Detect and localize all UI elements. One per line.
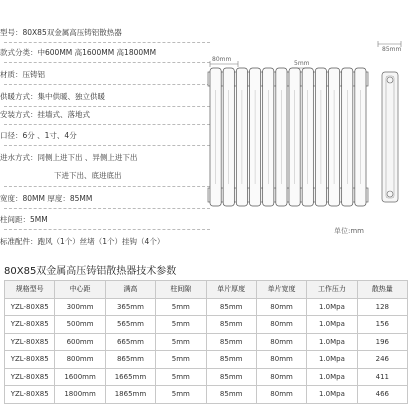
table-title: 80X85双金属高压铸铝散热器技术参数 [4,266,177,277]
table-cell: 80mm [256,316,306,334]
gap-label: 5mm [294,60,310,67]
table-header-row [5,281,408,299]
table-cell: 5mm [156,368,206,386]
table-row [5,316,408,334]
table-cell: 365mm [105,298,155,316]
column-header: 工作压力 [307,281,357,299]
table-row [5,333,408,351]
table-cell: 85mm [206,368,256,386]
spec-accessories: 标准配件：跑风（1个）丝堵（1个）挂钩（4个） [0,237,165,246]
spec-inlet: 进水方式：同侧上进下出 、异侧上进下出 [0,153,138,162]
table-cell: 1600mm [55,368,105,386]
divider [4,42,210,43]
table-cell: 85mm [206,316,256,334]
table-cell: 1865mm [105,386,155,404]
table-cell: 411 [357,368,407,386]
spec-dimensions: 宽度：80MM 厚度：85MM [0,194,93,203]
spec-model: 型号：80X85双金属高压铸铝散热器 [0,28,122,37]
divider [4,84,210,85]
spec-caliber: 口径：6分 、1寸、4分 [0,131,77,140]
table-cell: 5mm [156,351,206,369]
divider [4,106,210,107]
table-cell: 80mm [256,298,306,316]
table-cell: 128 [357,298,407,316]
table-cell: 1.0Mpa [307,368,357,386]
spec-table [4,280,408,404]
table-cell: 1.0Mpa [307,333,357,351]
divider [4,229,210,230]
table-cell: 466 [357,386,407,404]
column-header: 中心距 [55,281,105,299]
table-cell: YZL-80X85 [5,298,55,316]
unit-label: 单位:mm [334,227,364,235]
spec-heating: 供暖方式：集中供暖、独立供暖 [0,92,105,101]
divider [4,145,210,146]
side-profile [382,72,398,202]
table-cell: 85mm [206,298,256,316]
divider [4,208,210,209]
radiator-columns [210,68,366,206]
table-cell: 80mm [256,368,306,386]
table-cell: 565mm [105,316,155,334]
spec-install: 安装方式：挂墙式、落地式 [0,110,90,119]
width-label: 80mm [212,56,232,63]
table-cell: 80mm [256,333,306,351]
column-header: 满高 [105,281,155,299]
table-cell: 1.0Mpa [307,386,357,404]
table-cell: 865mm [105,351,155,369]
table-cell: 5mm [156,333,206,351]
spec-material: 材质：压铸铝 [0,70,45,79]
table-cell: YZL-80X85 [5,316,55,334]
table-cell: 1.0Mpa [307,351,357,369]
table-cell: 800mm [55,351,105,369]
spec-inlet-continued: 下进下出、底进底出 [54,171,122,180]
table-row [5,351,408,369]
table-cell: 80mm [256,351,306,369]
table-cell: 85mm [206,386,256,404]
table-cell: 1.0Mpa [307,298,357,316]
column-header: 散热量 [357,281,407,299]
table-cell: 5mm [156,298,206,316]
table-cell: 156 [357,316,407,334]
radiator-diagram [196,34,410,250]
depth-label: 85mm [382,46,402,53]
table-row [5,386,408,404]
table-cell: 196 [357,333,407,351]
table-cell: 5mm [156,386,206,404]
spec-size: 款式分类：中600MM 高1600MM 高1800MM [0,48,157,57]
table-cell: YZL-80X85 [5,386,55,404]
table-cell: 85mm [206,333,256,351]
table-cell: 1800mm [55,386,105,404]
divider [4,62,210,63]
table-row [5,368,408,386]
spec-spacing: 柱间距：5MM [0,215,48,224]
table-cell: 500mm [55,316,105,334]
table-cell: 246 [357,351,407,369]
table-cell: YZL-80X85 [5,368,55,386]
column-header: 规格型号 [5,281,55,299]
column-header: 单片宽度 [256,281,306,299]
table-cell: 600mm [55,333,105,351]
table-cell: 665mm [105,333,155,351]
table-row [5,298,408,316]
table-cell: YZL-80X85 [5,333,55,351]
table-cell: 1665mm [105,368,155,386]
column-header: 单片厚度 [206,281,256,299]
divider [4,124,210,125]
table-cell: 5mm [156,316,206,334]
divider [4,186,210,187]
table-cell: 85mm [206,351,256,369]
table-cell: 1.0Mpa [307,316,357,334]
column-header: 柱间隙 [156,281,206,299]
table-cell: 300mm [55,298,105,316]
table-cell: 80mm [256,386,306,404]
table-cell: YZL-80X85 [5,351,55,369]
table-body [5,298,408,403]
